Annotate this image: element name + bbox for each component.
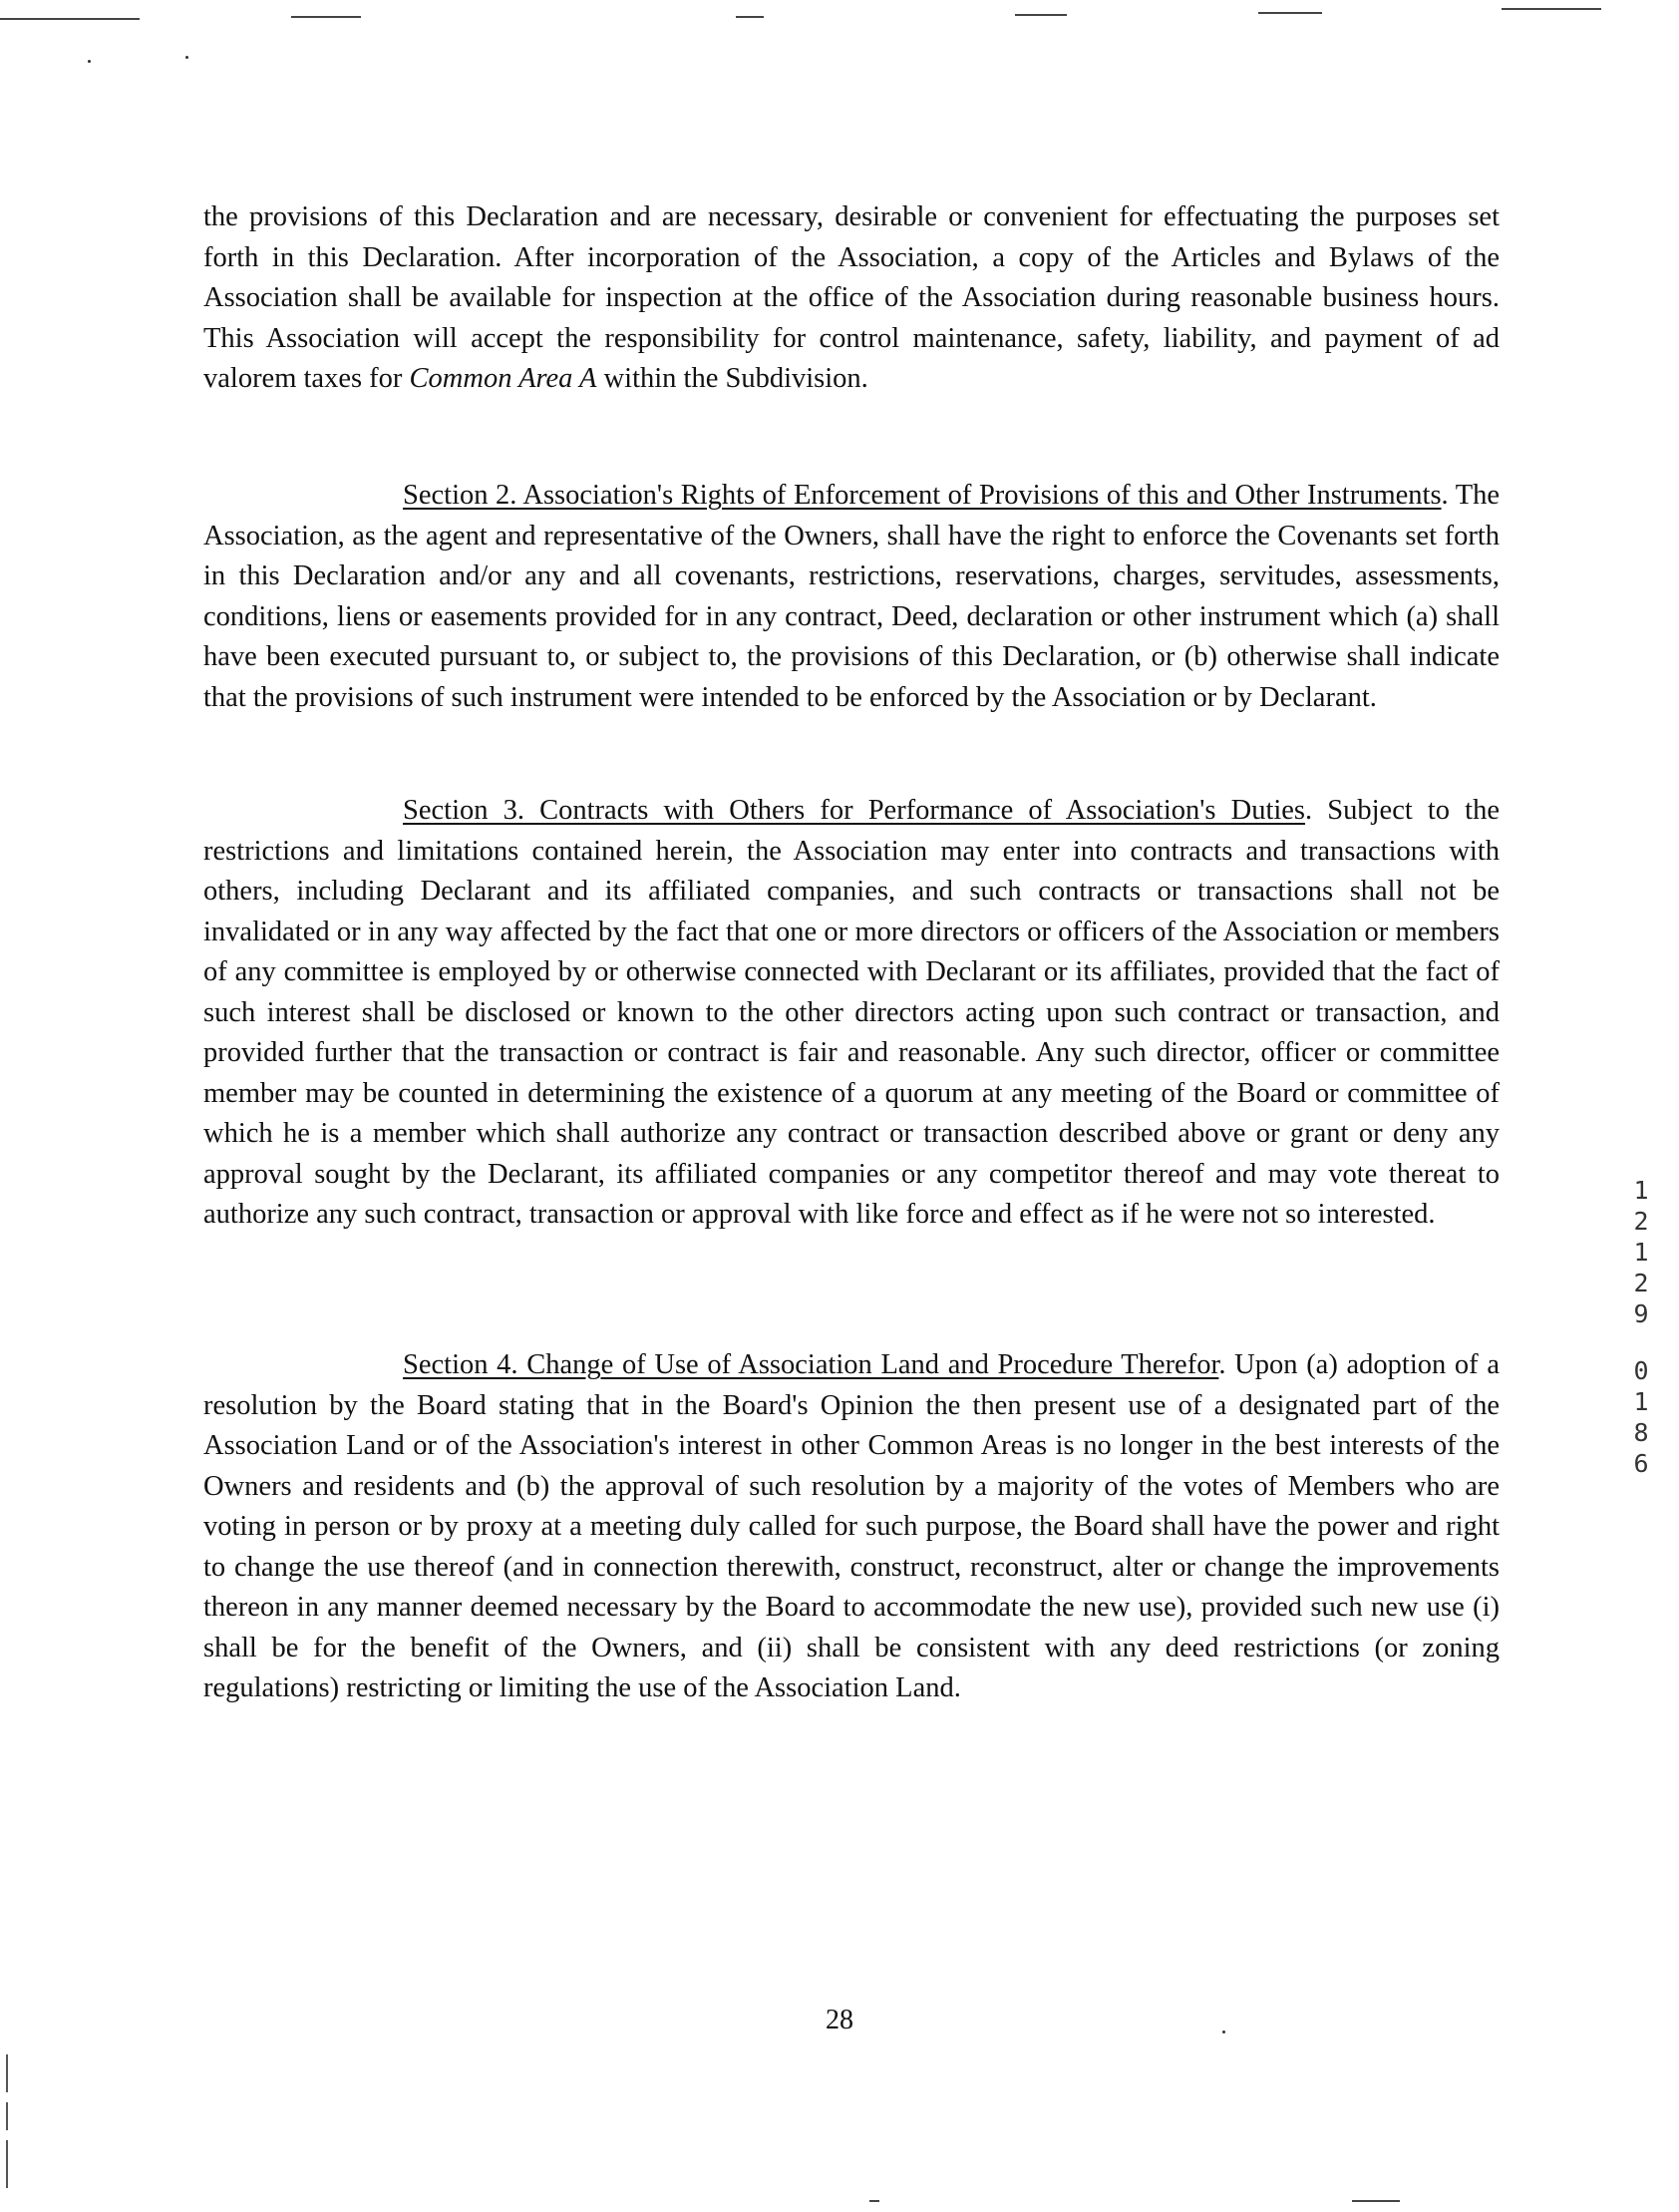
binding-mark <box>6 2102 8 2130</box>
common-area-emphasis: Common Area A <box>409 363 597 394</box>
stamp-digit: 1 <box>1633 1238 1649 1267</box>
section-2-paragraph <box>203 476 1500 718</box>
paragraph-text: the provisions of this Declaration and are necessary, desirable or convenient for effectuating the purposes set forth in this Declaration. After incorporation of the Association, a copy of the Articles and Bylaws of the Association shall be available for inspection at the office of the Association during reasonable business hours. This Association will accept the responsibility for control maintenance, safety, liability, and payment of ad valorem taxes for <box>203 201 1500 394</box>
scan-artifact-line <box>869 2200 879 2202</box>
stamp-digit: 1 <box>1633 1176 1649 1205</box>
scan-artifact-line <box>1258 12 1322 14</box>
scan-artifact-line <box>0 18 140 20</box>
stamp-digit: 0 <box>1633 1356 1649 1385</box>
section-3-body: . Subject to the restrictions and limitations contained herein, the Association may enter into contracts and transactions with others, including Declarant and its affiliated companies, and such contracts or transactions shall not be invalidated or in any way affected by the fact that one or more directors or officers of the Association or members of any committee is employed by or otherwise connected with Declarant or its affiliates, provided that the fact of such interest shall be disclosed or known to the other directors acting upon such contract or transaction, and provided further that the transaction or contract is fair and reasonable. Any such director, officer or committee member may be counted in determining the existence of a quorum at any meeting of the Board or committee of which he is a member which shall authorize any contract or transaction described above or grant or deny any approval sought by the Declarant, its affiliated companies or any competitor thereof and may vote thereat to authorize any such contract, transaction or approval with like force and effect as if he were not so interested. <box>203 795 1500 1230</box>
section-3-paragraph <box>203 791 1500 1236</box>
section-2-body: . The Association, as the agent and representative of the Owners, shall have the right to enforce the Covenants set forth in this Declaration and/or any and all covenants, restrictions, reservations, charges, servitudes, assessments, conditions, liens or easements provided for in any contract, Deed, declaration or other instrument which (a) shall have been executed pursuant to, or subject to, the provisions of this Declaration, or (b) otherwise shall indicate that the provisions of such instrument were intended to be enforced by the Association or by Declarant. <box>203 480 1501 713</box>
scan-artifact-dot <box>88 60 91 63</box>
binding-mark <box>6 2054 8 2092</box>
scan-artifact-line <box>1502 8 1601 10</box>
stamp-digit: 8 <box>1633 1418 1649 1447</box>
page-number: 28 <box>826 2005 853 2035</box>
scan-artifact-line <box>1015 14 1067 16</box>
stamp-digit: 9 <box>1633 1299 1649 1328</box>
section-3-heading: Section 3. Contracts with Others for Performance of Association's Duties <box>403 795 1306 826</box>
scan-artifact-line <box>291 16 361 18</box>
section-4-body: . Upon (a) adoption of a resolution by the Board stating that in the Board's Opinion the then present use of a designated part of the Association Land or of the Association's interest in other Common Areas is no longer in the best interests of the Owners and residents and (b) the approval of such resolution by a majority of the votes of Members who are voting in person or by proxy at a meeting duly called for such purpose, the Board shall have the power and right to change the use thereof (and in connection therewith, construct, reconstruct, alter or change the improvements thereon in any manner deemed necessary by the Board to accommodate the new use), provided such new use (i) shall be for the benefit of the Owners, and (ii) shall be consistent with any deed restrictions (or zoning regulations) restricting or limiting the use of the Association Land. <box>203 1349 1500 1703</box>
stamp-gap <box>1627 1329 1655 1355</box>
section-2-heading: Section 2. Association's Rights of Enforcement of Provisions of this and Other Instruments <box>403 480 1442 511</box>
section-4-paragraph <box>203 1345 1500 1709</box>
paragraph-declaration-provisions <box>203 197 1500 400</box>
stamp-digit: 2 <box>1633 1269 1649 1297</box>
scan-artifact-line <box>736 16 764 18</box>
stamp-digit: 2 <box>1633 1207 1649 1236</box>
paragraph-text: within the Subdivision. <box>596 363 868 394</box>
stamp-digit: 6 <box>1633 1449 1649 1478</box>
binding-mark <box>6 2140 8 2188</box>
scan-artifact-dot <box>185 56 188 59</box>
recording-number-stamp <box>1627 1175 1655 1479</box>
scan-artifact-line <box>1352 2200 1400 2202</box>
section-4-heading: Section 4. Change of Use of Association Land and Procedure Therefor <box>403 1349 1219 1380</box>
stamp-digit: 1 <box>1633 1387 1649 1416</box>
